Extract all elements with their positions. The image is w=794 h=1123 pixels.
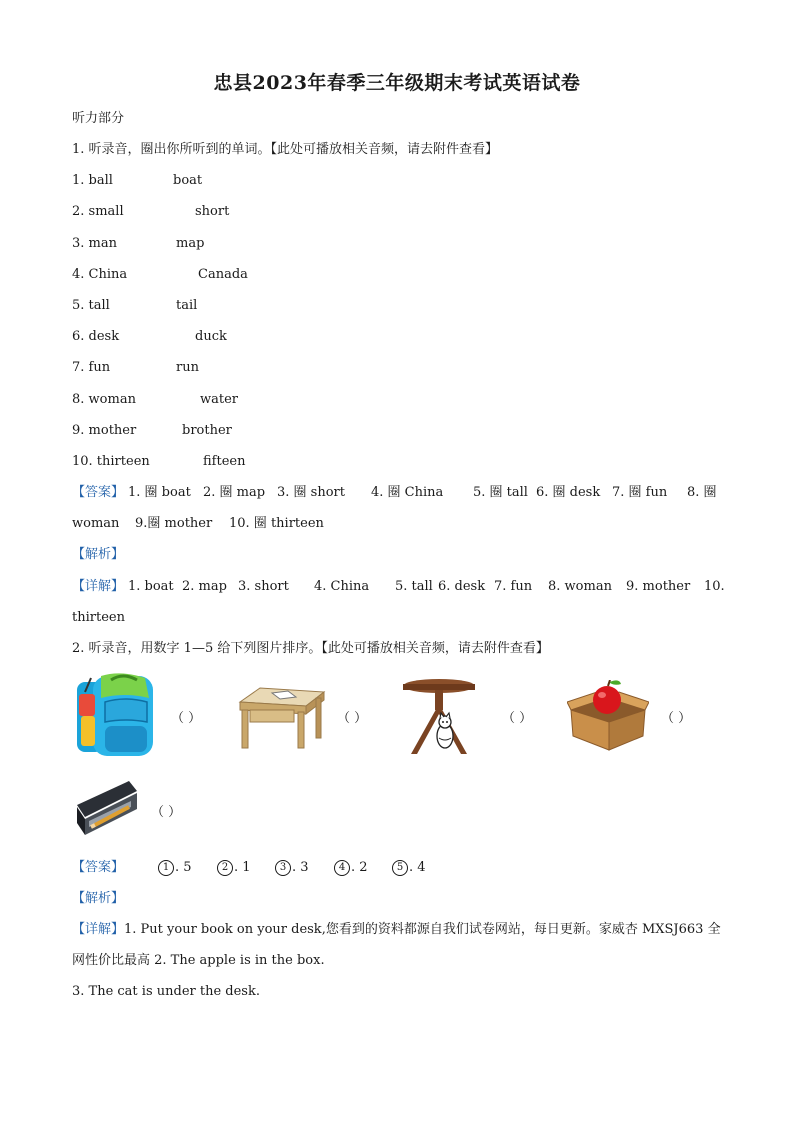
q1-item — [72, 391, 239, 409]
q1-option-b[interactable]: Canada — [198, 267, 248, 282]
order-blank[interactable]: （ ） — [171, 711, 202, 726]
order-blank[interactable]: （ ） — [502, 711, 533, 726]
q1-item — [72, 266, 248, 284]
q1-option-b[interactable]: fifteen — [203, 454, 246, 469]
q1-option-a: 3. man — [72, 236, 117, 251]
detail-item: 5. tall — [395, 579, 433, 594]
answer-item: 4 . 2 — [334, 859, 368, 877]
answer-item: 3 . 3 — [275, 859, 309, 877]
detail-item: 3. short — [238, 579, 289, 594]
q1-detail — [72, 578, 725, 596]
page-title: 忠县2023年春季三年级期末考试英语试卷 — [213, 72, 581, 94]
q1-option-b[interactable]: run — [176, 360, 199, 375]
circled-number: 5 — [392, 860, 408, 876]
detail-tag: 【详解】 — [72, 922, 125, 937]
detail-item: 1. boat — [128, 579, 174, 594]
q2-detail — [72, 921, 721, 939]
q1-analysis-tag: 【解析】 — [72, 547, 125, 562]
circled-number: 3 — [275, 860, 291, 876]
q1-answer — [72, 484, 722, 502]
order-blank[interactable]: （ ） — [661, 711, 692, 726]
q2-answer — [72, 859, 722, 877]
answer-item: 10. 圈 thirteen — [229, 516, 324, 531]
q2-analysis-tag: 【解析】 — [72, 891, 125, 906]
answer-item: 1 . 5 — [158, 859, 192, 877]
q1-option-b[interactable]: duck — [195, 329, 227, 344]
q2-detail-cont: 3. The cat is under the desk. — [72, 984, 260, 999]
table-with-cat-image — [401, 676, 477, 756]
detail-item: 7. fun — [494, 579, 533, 594]
detail-item: 9. mother — [626, 579, 691, 594]
q1-detail-cont: thirteen — [72, 610, 125, 625]
answer-item: 6. 圈 desk — [536, 485, 601, 500]
apple-in-box-image — [567, 680, 649, 752]
q1-option-a: 2. small — [72, 204, 124, 219]
order-blank[interactable]: （ ） — [337, 711, 368, 726]
desk-image — [236, 684, 326, 750]
circled-number: 4 — [334, 860, 350, 876]
answer-item: 8. 圈 — [687, 485, 717, 500]
answer-item: 7. 圈 fun — [612, 485, 668, 500]
detail-tag: 【详解】 — [72, 579, 125, 594]
detail-item: 6. desk — [438, 579, 486, 594]
circled-number: 1 — [158, 860, 174, 876]
answer-item: woman — [72, 516, 120, 531]
circled-number: 2 — [217, 860, 233, 876]
q1-item — [72, 235, 205, 253]
q2-detail-cont: 网性价比最高 2. The apple is in the box. — [72, 953, 325, 968]
q1-prompt: 1. 听录音，圈出你所听到的单词。【此处可播放相关音频，请去附件查看】 — [72, 142, 499, 157]
answer-item: 2. 圈 map — [203, 485, 266, 500]
answer-item: 2 . 1 — [217, 859, 251, 877]
q1-option-b[interactable]: water — [200, 392, 239, 407]
q1-item — [72, 297, 198, 315]
answer-item: 3. 圈 short — [277, 485, 345, 500]
q1-item — [72, 203, 230, 221]
q1-option-b[interactable]: map — [176, 236, 205, 251]
answer-item: 9.圈 mother — [135, 516, 213, 531]
detail-item: 8. woman — [548, 579, 612, 594]
answer-item: 5. 圈 tall — [473, 485, 528, 500]
detail-item: 10. — [704, 579, 725, 594]
section-heading: 听力部分 — [72, 111, 125, 126]
detail-item: 2. map — [182, 579, 227, 594]
q1-option-a: 10. thirteen — [72, 454, 150, 469]
q1-option-b[interactable]: boat — [173, 173, 203, 188]
q1-item — [72, 422, 232, 440]
q1-option-a: 1. ball — [72, 173, 113, 188]
detail-text: 1. Put your book on your desk,您看到的资料都源自我们试卷网站，每日更新。家威杏 MXSJ663 全 — [124, 922, 721, 937]
q1-option-a: 7. fun — [72, 360, 111, 375]
q1-item — [72, 172, 203, 190]
order-blank[interactable]: （ ） — [151, 805, 182, 820]
backpack-image — [71, 672, 161, 760]
q1-item — [72, 328, 227, 346]
answer-item: 4. 圈 China — [371, 485, 444, 500]
answer-tag: 【答案】 — [72, 860, 125, 875]
answer-tag: 【答案】 — [72, 485, 125, 500]
q2-prompt: 2. 听录音，用数字 1—5 给下列图片排序。【此处可播放相关音频，请去附件查看】 — [72, 641, 549, 656]
q1-item — [72, 453, 246, 471]
pencil-box-image — [73, 777, 139, 839]
q1-option-a: 4. China — [72, 267, 128, 282]
q1-option-b[interactable]: tail — [176, 298, 198, 313]
q1-option-b[interactable]: short — [195, 204, 230, 219]
q1-option-b[interactable]: brother — [182, 423, 232, 438]
detail-item: 4. China — [314, 579, 370, 594]
q1-option-a: 8. woman — [72, 392, 136, 407]
answer-item: 1. 圈 boat — [128, 485, 191, 500]
q1-option-a: 5. tall — [72, 298, 110, 313]
answer-item: 5 . 4 — [392, 859, 426, 877]
q1-option-a: 6. desk — [72, 329, 120, 344]
q1-option-a: 9. mother — [72, 423, 137, 438]
q1-item — [72, 359, 199, 377]
